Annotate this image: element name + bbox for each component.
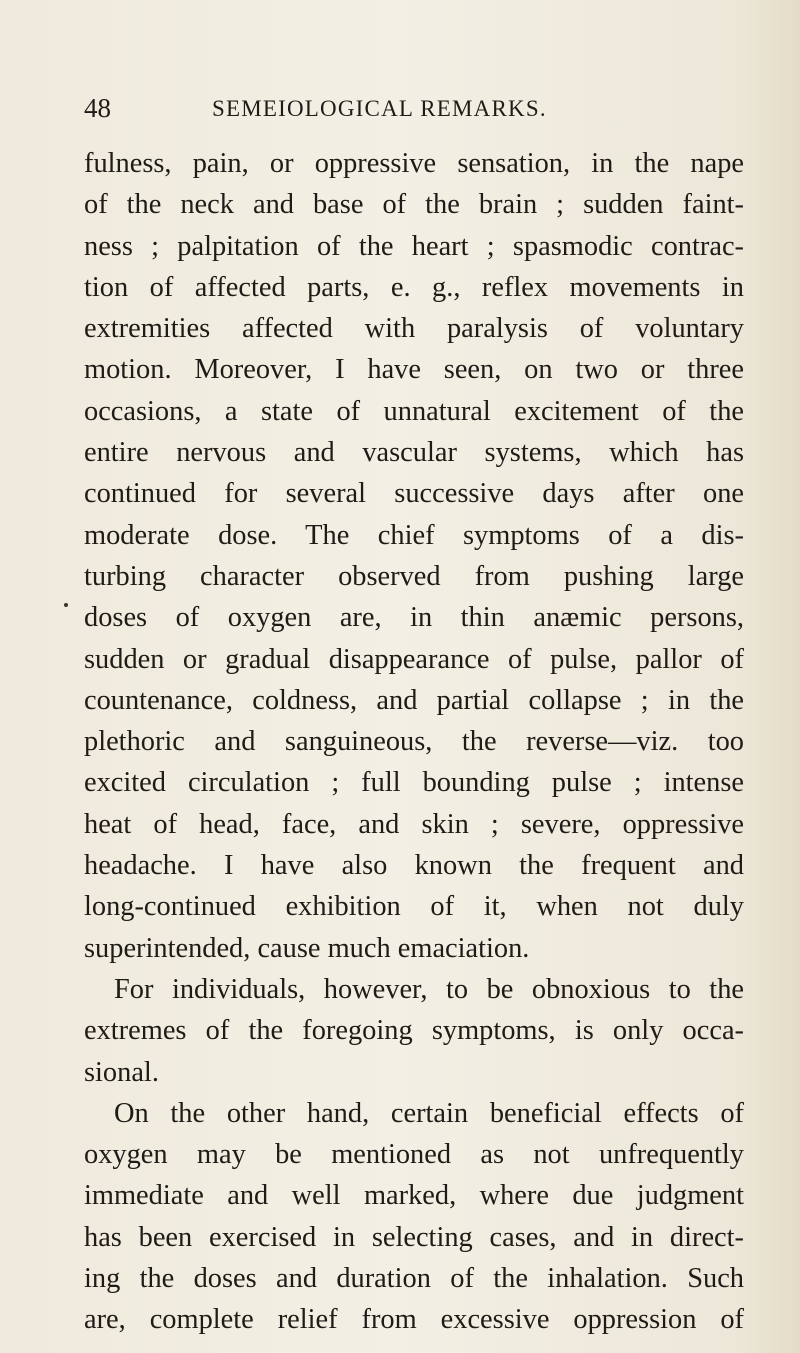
text-line: motion. Moreover, I have seen, on two or three: [84, 354, 744, 386]
page-header: [0, 92, 800, 124]
text-line: entire nervous and vascular systems, which has: [84, 437, 744, 469]
text-line: moderate dose. The chief symptoms of a dis-: [84, 519, 744, 551]
page-number: 48: [84, 93, 111, 123]
body-text: [84, 143, 744, 1341]
ink-speck: [64, 603, 68, 607]
text-line: fulness, pain, or oppressive sensation, in the nape: [84, 148, 744, 179]
text-line: headache. I have also known the frequent and: [84, 850, 744, 882]
text-line: long-continued exhibition of it, when not duly: [84, 891, 744, 923]
text-line: For individuals, however, to be obnoxious to the: [114, 973, 744, 1005]
text-line: ness ; palpitation of the heart ; spasmodic contrac-: [84, 230, 744, 262]
text-line: extremities affected with paralysis of voluntary: [84, 313, 744, 345]
text-line: occasions, a state of unnatural excitement of the: [84, 395, 744, 427]
text-line: turbing character observed from pushing large: [84, 560, 744, 592]
text-line: of the neck and base of the brain ; sudden faint-: [84, 189, 744, 221]
text-line: are, complete relief from excessive oppression of: [84, 1304, 744, 1336]
text-line: has been exercised in selecting cases, and in direct-: [84, 1221, 744, 1253]
running-head: SEMEIOLOGICAL REMARKS.: [212, 96, 547, 121]
text-line: sional.: [84, 1056, 159, 1088]
text-line: plethoric and sanguineous, the reverse—viz. too: [84, 726, 744, 758]
text-line: immediate and well marked, where due judgment: [84, 1180, 744, 1212]
text-line: excited circulation ; full bounding pulse ; intense: [84, 767, 744, 799]
text-line: continued for several successive days after one: [84, 478, 744, 510]
text-line: superintended, cause much emaciation.: [84, 932, 530, 964]
text-line: countenance, coldness, and partial collapse ; in the: [84, 684, 744, 716]
text-line: On the other hand, certain beneficial effects of: [114, 1097, 744, 1129]
text-line: heat of head, face, and skin ; severe, oppressive: [84, 808, 744, 840]
text-line: sudden or gradual disappearance of pulse, pallor of: [84, 643, 744, 675]
text-line: doses of oxygen are, in thin anæmic persons,: [84, 602, 744, 634]
text-line: tion of affected parts, e. g., reflex movements in: [84, 271, 744, 303]
text-line: oxygen may be mentioned as not unfrequently: [84, 1139, 744, 1171]
text-line: extremes of the foregoing symptoms, is only occa-: [84, 1015, 744, 1047]
text-line: ing the doses and duration of the inhalation. Such: [84, 1263, 744, 1295]
